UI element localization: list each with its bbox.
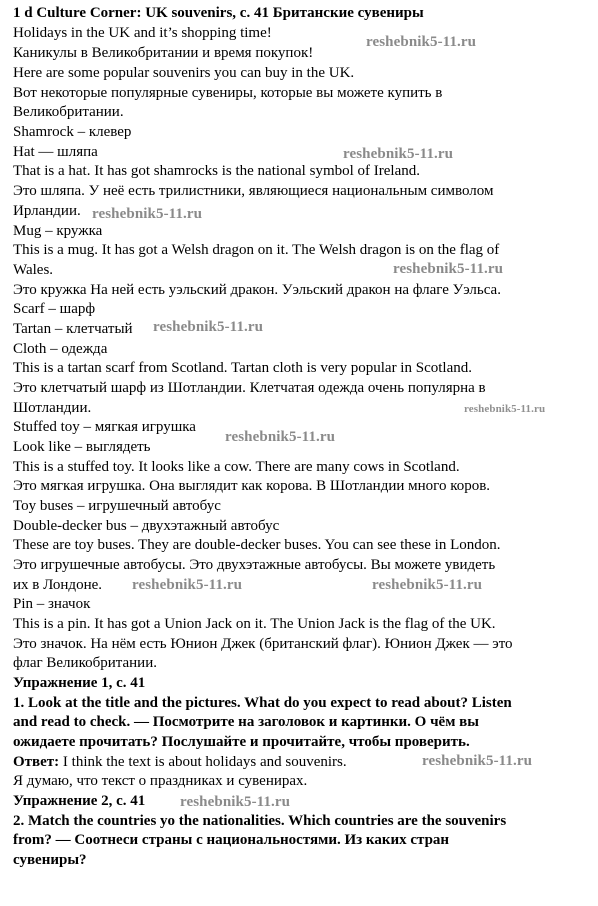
watermark: reshebnik5-11.ru	[464, 403, 546, 415]
vocab-line: Toy buses – игрушечный автобус	[13, 498, 221, 514]
text-line: флаг Великобритании.	[13, 655, 157, 671]
vocab-line: Look like – выглядеть	[13, 439, 151, 455]
exercise-heading: Упражнение 1, с. 41	[13, 675, 146, 691]
text-line: Это клетчатый шарф из Шотландии. Клетчатая одежда очень популярна в	[13, 380, 486, 396]
text-line: This is a tartan scarf from Scotland. Tartan cloth is very popular in Scotland.	[13, 360, 472, 376]
answer-text: I think the text is about holidays and souvenirs.	[59, 754, 347, 770]
answer-label: Ответ:	[13, 754, 60, 770]
exercise-task: and read to check. — Посмотрите на заголовок и картинки. О чём вы	[13, 714, 479, 730]
text-line: These are toy buses. They are double-decker buses. You can see these in London.	[13, 537, 501, 553]
exercise-heading: Упражнение 2, с. 41	[13, 793, 146, 809]
text-line: Holidays in the UK and it’s shopping time!	[13, 25, 272, 41]
text-line: Великобритании.	[13, 104, 124, 120]
watermark: reshebnik5-11.ru	[92, 206, 203, 222]
watermark: reshebnik5-11.ru	[372, 577, 483, 593]
exercise-task: сувениры?	[13, 852, 87, 868]
watermark: reshebnik5-11.ru	[132, 577, 243, 593]
watermark: reshebnik5-11.ru	[366, 34, 477, 50]
exercise-task: 1. Look at the title and the pictures. What do you expect to read about? Listen	[13, 695, 512, 711]
watermark: reshebnik5-11.ru	[343, 146, 454, 162]
text-line: Ирландии.	[13, 203, 81, 219]
text-line: Это игрушечные автобусы. Это двухэтажные автобусы. Вы можете увидеть	[13, 557, 496, 573]
text-line: Wales.	[13, 262, 54, 278]
vocab-line: Scarf – шарф	[13, 301, 96, 317]
text-line: That is a hat. It has got shamrocks is the national symbol of Ireland.	[13, 163, 420, 179]
text-line: Каникулы в Великобритании и время покупок!	[13, 45, 314, 61]
vocab-line: Tartan – клетчатый	[13, 321, 133, 337]
text-line: Это значок. На нём есть Юнион Джек (британский флаг). Юнион Джек — это	[13, 636, 513, 652]
vocab-line: Pin – значок	[13, 596, 91, 612]
text-line: This is a stuffed toy. It looks like a cow. There are many cows in Scotland.	[13, 459, 460, 475]
vocab-line: Hat — шляпа	[13, 144, 98, 160]
watermark: reshebnik5-11.ru	[153, 319, 264, 335]
watermark: reshebnik5-11.ru	[180, 794, 291, 810]
vocab-line: Stuffed toy – мягкая игрушка	[13, 419, 196, 435]
text-line: This is a mug. It has got a Welsh dragon on it. The Welsh dragon is on the flag of	[13, 242, 500, 258]
exercise-task: ожидаете прочитать? Послушайте и прочитайте, чтобы проверить.	[13, 734, 470, 750]
text-line: This is a pin. It has got a Union Jack on it. The Union Jack is the flag of the UK.	[13, 616, 496, 632]
watermark: reshebnik5-11.ru	[422, 753, 533, 769]
vocab-line: Mug – кружка	[13, 223, 103, 239]
text-line: Это кружка На ней есть уэльский дракон. Уэльский дракон на флаге Уэльса.	[13, 282, 501, 298]
vocab-line: Shamrock – клевер	[13, 124, 132, 140]
text-line: Here are some popular souvenirs you can buy in the UK.	[13, 65, 355, 81]
vocab-line: Double-decker bus – двухэтажный автобус	[13, 518, 280, 534]
text-line: Это мягкая игрушка. Она выглядит как корова. В Шотландии много коров.	[13, 478, 491, 494]
text-line: их в Лондоне.	[13, 577, 103, 593]
answer-line	[13, 753, 347, 772]
watermark: reshebnik5-11.ru	[393, 261, 504, 277]
document-title: 1 d Culture Corner: UK souvenirs, с. 41 Британские сувениры	[13, 5, 424, 21]
exercise-task: 2. Match the countries yo the nationalities. Which countries are the souvenirs	[13, 813, 507, 829]
text-line: Это шляпа. У неё есть трилистники, являющиеся национальным символом	[13, 183, 494, 199]
text-line: Шотландии.	[13, 400, 92, 416]
exercise-task: from? — Соотнеси страны с национальностями. Из каких стран	[13, 832, 450, 848]
watermark: reshebnik5-11.ru	[225, 429, 336, 445]
text-line: Вот некоторые популярные сувениры, которые вы можете купить в	[13, 85, 443, 101]
vocab-line: Cloth – одежда	[13, 341, 108, 357]
text-line: Я думаю, что текст о праздниках и сувенирах.	[13, 773, 308, 789]
